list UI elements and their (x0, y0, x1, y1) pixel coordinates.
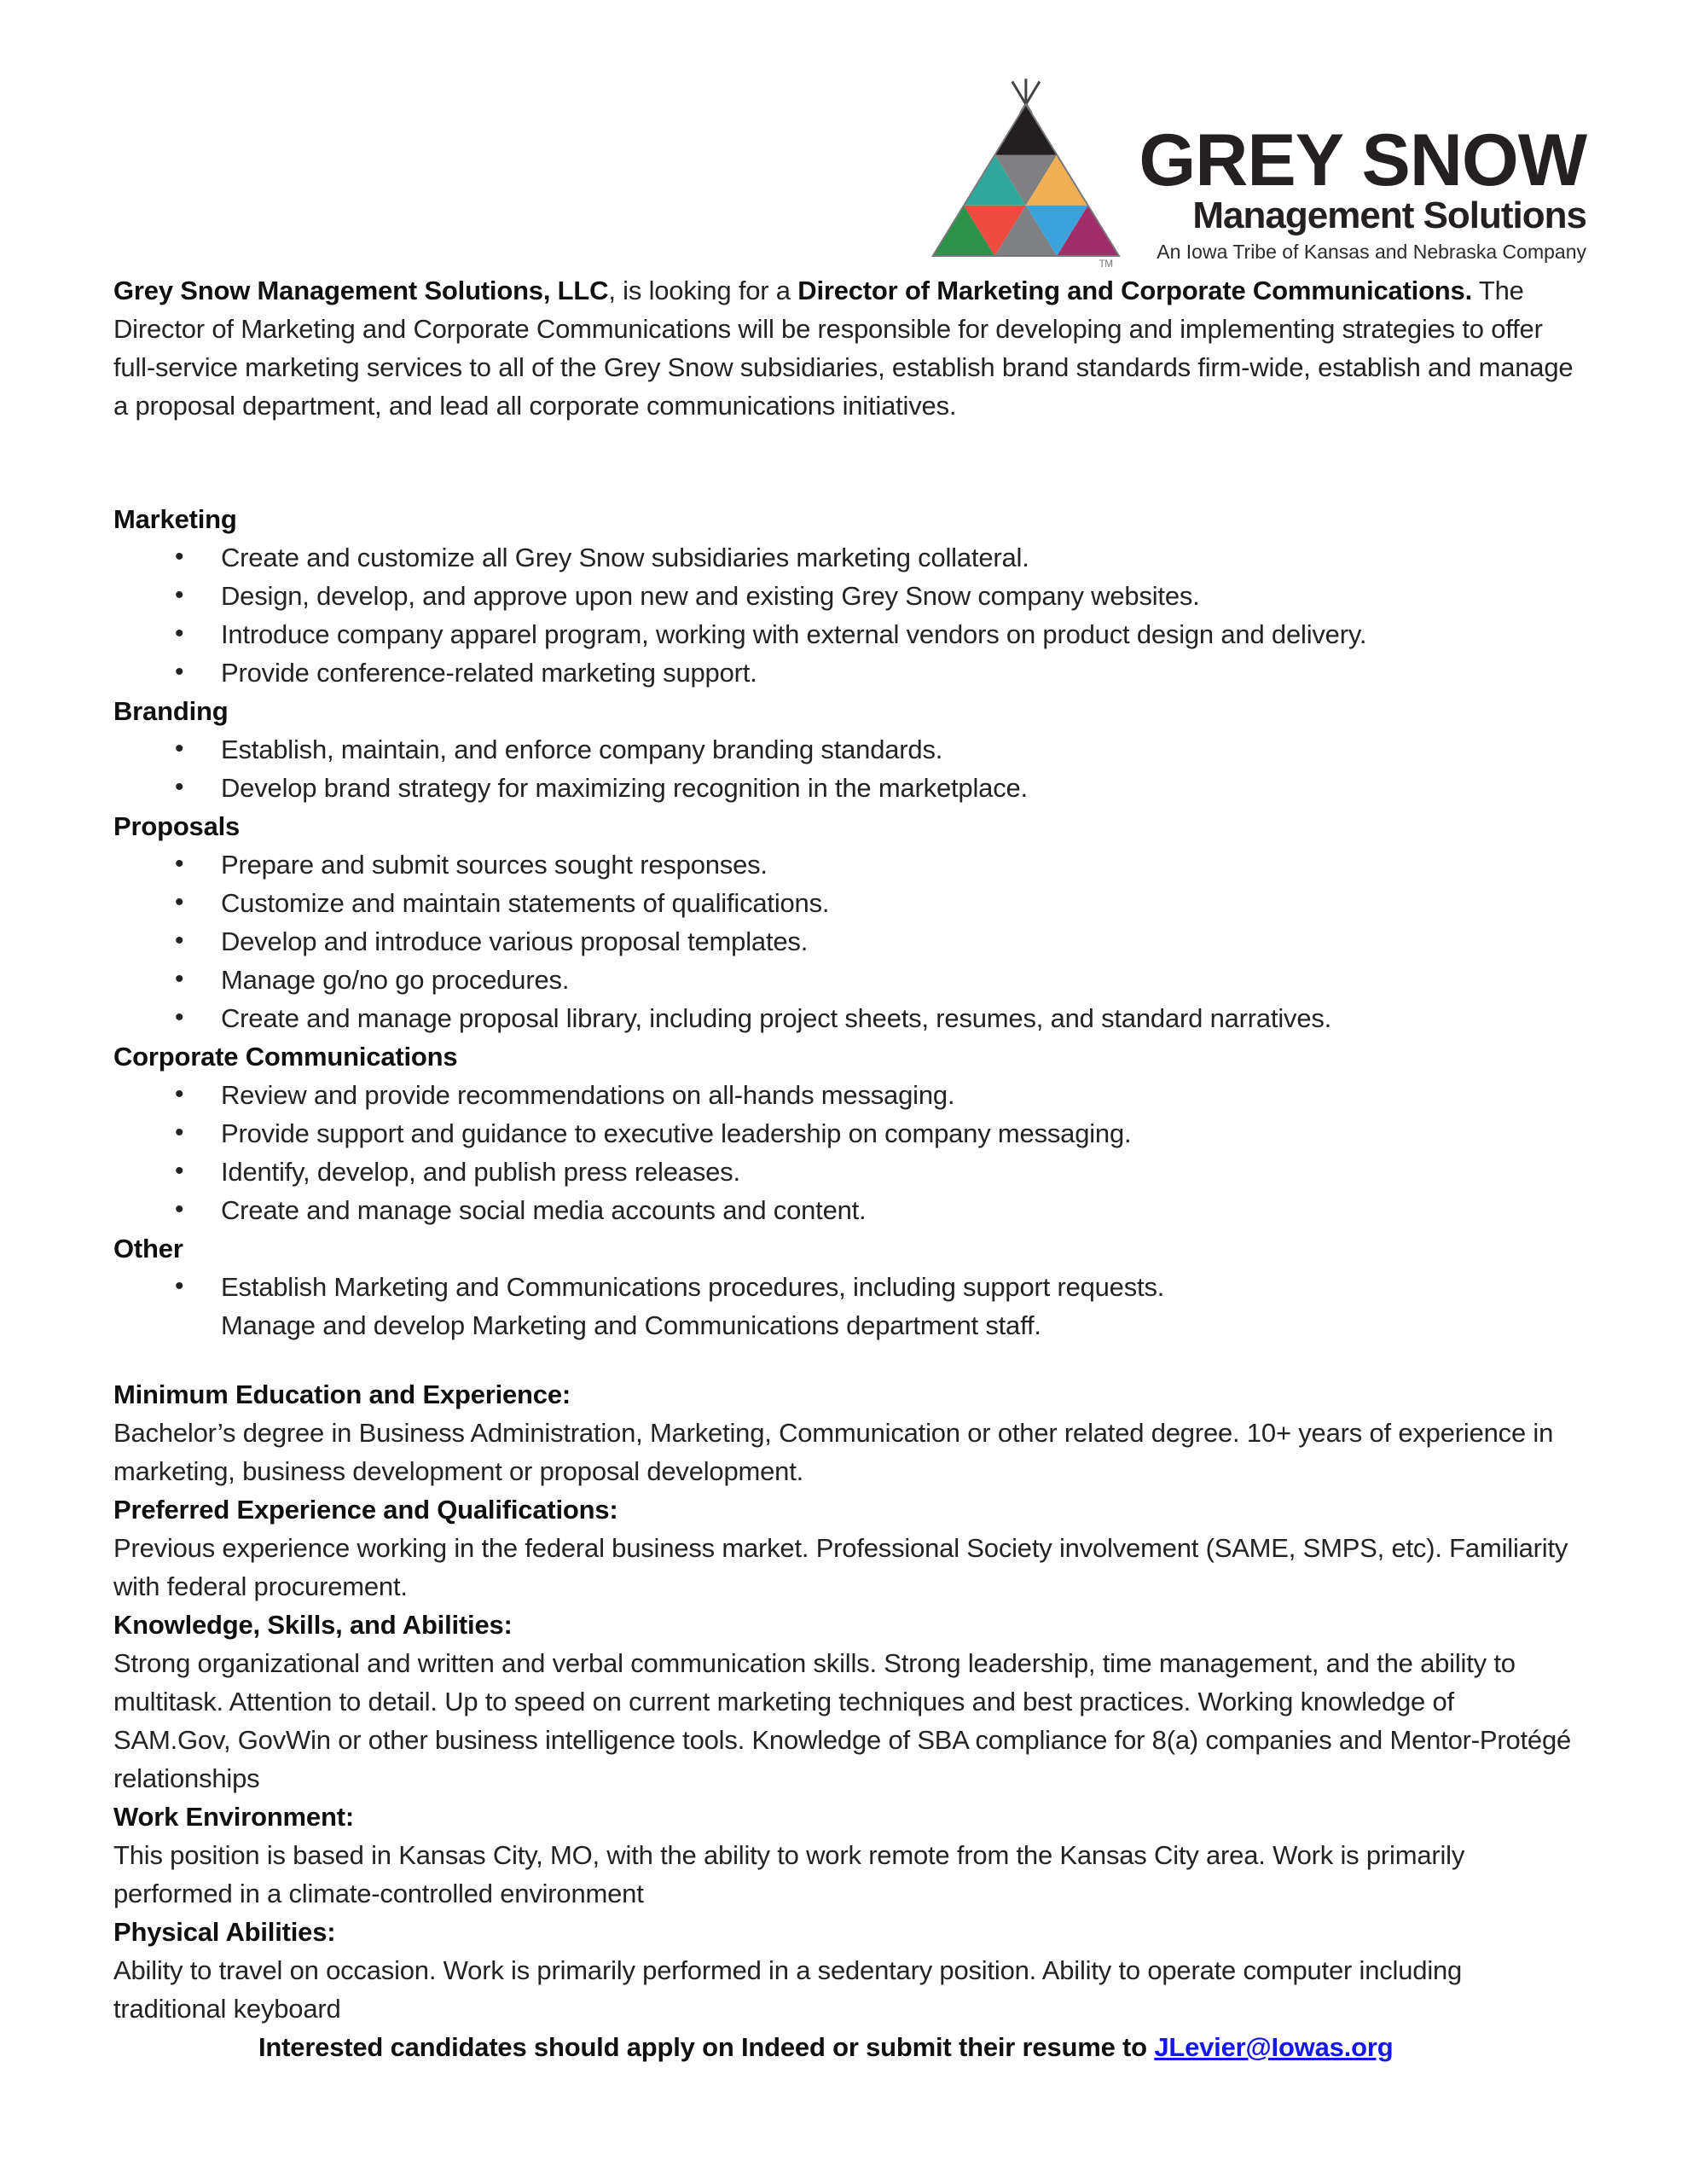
bullet-item: • Establish, maintain, and enforce company branding standards. (113, 730, 1578, 769)
detail-body: Strong organizational and written and verbal communication skills. Strong leadership, time management, and the ability to multitask. Attention to detail. Up to speed on current marketing techniques and best practices. Working knowledge of SAM.Gov, GovWin or other business intelligence tools. Knowledge of SBA compliance for 8(a) companies and Mentor-Protégé relationships (113, 1648, 1572, 1793)
duty-section (113, 807, 1578, 1037)
duty-section (113, 692, 1578, 807)
bullet-list (113, 730, 1578, 807)
bullet-item: • Develop brand strategy for maximizing recognition in the marketplace. (113, 769, 1578, 807)
intro-position-bold: Director of Marketing and Corporate Communications. (797, 276, 1472, 305)
email-link[interactable]: JLevier@Iowas.org (1154, 2032, 1394, 2062)
detail-heading: Knowledge, Skills, and Abilities: (113, 1610, 513, 1640)
company-logo (925, 75, 1586, 269)
apply-instruction (258, 2028, 1578, 2066)
detail-body: Bachelor’s degree in Business Administration, Marketing, Communication or other related degree. 10+ years of experience in marketing, business development or proposal development. (113, 1418, 1554, 1486)
detail-body: Ability to travel on occasion. Work is primarily performed in a sedentary position. Ability to operate computer including traditional keyboard (113, 1955, 1463, 2024)
intro-body: The Director of Marketing and Corporate Communications will be responsible for developing and implementing strategies to offer full-service marketing services to all of the Grey Snow subsidiaries, establish brand standards firm-wide, establish and manage a proposal department, and lead all corporate communications initiatives. (113, 276, 1574, 421)
duty-section (113, 500, 1578, 692)
detail-heading: Physical Abilities: (113, 1917, 336, 1947)
triangle-black (995, 104, 1058, 154)
section-heading: Corporate Communications (113, 1042, 458, 1072)
teepee-logo-icon (925, 75, 1130, 269)
bullet-list (113, 1076, 1578, 1229)
bullet-item: • Create and manage social media accounts and content. (113, 1191, 1578, 1229)
bullet-item: • Create and manage proposal library, including project sheets, resumes, and standard narratives. (113, 999, 1578, 1037)
bullet-item: • Provide support and guidance to executive leadership on company messaging. (113, 1114, 1578, 1153)
bullet-item: • Provide conference-related marketing support. (113, 653, 1578, 692)
detail-section (113, 1913, 1578, 2028)
detail-section (113, 1606, 1578, 1798)
section-heading: Marketing (113, 504, 237, 534)
detail-section (113, 1490, 1578, 1606)
bullet-item: • Manage go/no go procedures. (113, 961, 1578, 999)
logo-subtitle: Management Solutions (1192, 195, 1586, 236)
section-heading: Proposals (113, 811, 241, 841)
bullet-item: • Customize and maintain statements of qualifications. (113, 884, 1578, 922)
section-heading: Branding (113, 696, 229, 726)
bullet-list (113, 538, 1578, 692)
duty-section (113, 1229, 1578, 1345)
bullet-item: • Create and customize all Grey Snow subsidiaries marketing collateral. (113, 538, 1578, 577)
detail-heading: Work Environment: (113, 1802, 354, 1832)
bullet-item: • Design, develop, and approve upon new and existing Grey Snow company websites. (113, 577, 1578, 615)
bullet-continuation: Manage and develop Marketing and Communications department staff. (221, 1310, 1041, 1340)
detail-body: Previous experience working in the federal business market. Professional Society involvement (SAME, SMPS, etc). Familiarity with federal procurement. (113, 1533, 1568, 1601)
logo-company-name: GREY SNOW (1139, 119, 1586, 201)
duty-section (113, 1037, 1578, 1229)
detail-section (113, 1375, 1578, 1490)
bullet-item: • Establish Marketing and Communications procedures, including support requests. (113, 1268, 1578, 1306)
bullet-item: • Introduce company apparel program, working with external vendors on product design and delivery. (113, 615, 1578, 653)
bullet-item: • Review and provide recommendations on all-hands messaging. (113, 1076, 1578, 1114)
intro-paragraph (113, 271, 1578, 425)
bullet-item: • Identify, develop, and publish press releases. (113, 1153, 1578, 1191)
spacer (113, 1345, 1578, 1375)
logo-tagline: An Iowa Tribe of Kansas and Nebraska Company (1157, 241, 1586, 263)
trademark-symbol: TM (1099, 258, 1114, 269)
details-container (113, 1375, 1578, 2028)
apply-text: Interested candidates should apply on Indeed or submit their resume to (258, 2032, 1155, 2062)
bullet-list (113, 845, 1578, 1037)
logo-text-block (1139, 119, 1586, 264)
section-heading: Other (113, 1234, 183, 1263)
detail-section (113, 1798, 1578, 1913)
duties-container (113, 500, 1578, 1345)
bullet-list (113, 1268, 1578, 1306)
bullet-item: • Prepare and submit sources sought responses. (113, 845, 1578, 884)
detail-body: This position is based in Kansas City, MO, with the ability to work remote from the Kansas City area. Work is primarily performed in a climate-controlled environment (113, 1840, 1465, 1908)
detail-heading: Minimum Education and Experience: (113, 1380, 571, 1409)
spacer (113, 425, 1578, 500)
intro-connector: , is looking for a (608, 276, 798, 305)
detail-heading: Preferred Experience and Qualifications: (113, 1495, 618, 1525)
bullet-item: • Develop and introduce various proposal templates. (113, 922, 1578, 961)
intro-company-bold: Grey Snow Management Solutions, LLC (113, 276, 609, 305)
